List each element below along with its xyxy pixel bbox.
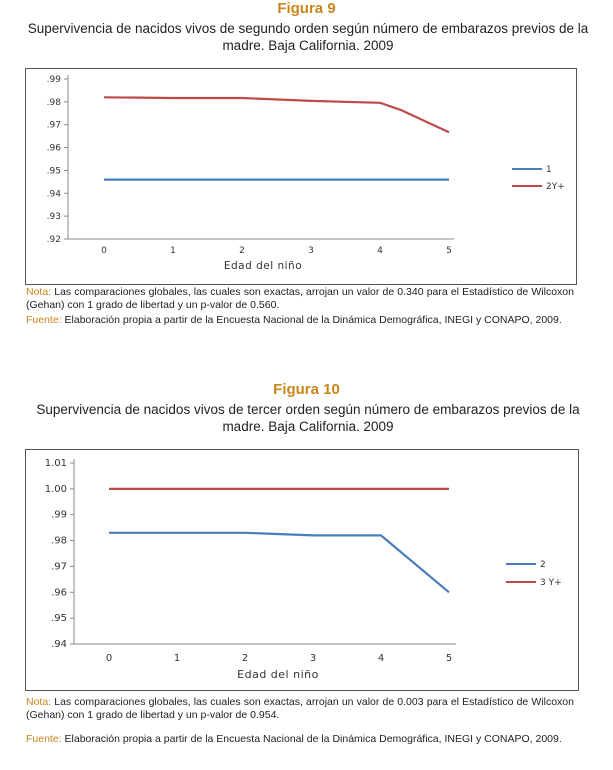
fig9-y-tick-label: .96 [46,143,61,154]
fig9-x-tick-label: 0 [101,246,107,256]
fig9-x-tick-label: 1 [170,246,176,256]
figure-10-source [26,733,574,746]
figure-9-title: Supervivencia de nacidos vivos de segundo orden según número de embarazos previos de la madre. Baja California. 2009 [27,21,589,53]
fig9-series-line-2 [104,97,449,132]
figure-10-note [26,696,574,722]
figure-9-chart [25,68,577,285]
figure-9-note [26,286,574,312]
figure-10-note-label: Nota: [26,696,52,708]
figure-10-note-text: Las comparaciones globales, las cuales son exactas, arrojan un valor de 0.003 para el Estadístico de Wilcoxon (Gehan) con 1 grado de libertad y un p-valor de 0.954. [26,696,574,721]
fig9-y-tick-label: .98 [46,97,61,108]
figure-10-label: Figura 10 [273,381,340,398]
figure-9-label: Figura 9 [277,0,336,17]
figure-9-chart-svg [26,69,576,284]
fig10-y-tick-label: .97 [51,561,67,573]
fig10-x-tick-label: 5 [445,653,453,664]
figure-10-source-label: Fuente: [26,733,62,745]
fig10-x-tick-label: 0 [105,653,113,664]
fig9-x-axis-label: Edad del niño [223,260,303,272]
fig9-x-tick-label: 4 [377,246,383,256]
figure-9-source [26,314,574,327]
fig10-y-tick-label: .95 [51,613,67,625]
fig9-legend-label-1: 1 [546,165,552,175]
fig10-series-line-1 [109,533,449,593]
fig9-y-tick-label: .94 [46,189,61,200]
fig9-y-tick-label: .93 [46,212,61,223]
fig10-y-tick-label: .94 [51,639,67,650]
figure-9-source-label: Fuente: [26,314,62,326]
fig9-x-tick-label: 5 [446,246,452,256]
figure-10-source-text: Elaboración propia a partir de la Encuesta Nacional de la Dinámica Demográfica, INEGI y CONAPO, 2009. [61,733,562,745]
figure-9-note-label: Nota: [26,286,52,298]
fig10-y-tick-label: 1.01 [44,458,67,469]
figure-10-title: Supervivencia de nacidos vivos de tercer orden según número de embarazos previos de la madre. Baja California. 2009 [36,402,580,434]
fig10-x-tick-label: 3 [309,653,317,664]
fig9-x-tick-label: 2 [239,246,245,256]
fig9-y-tick-label: .97 [46,120,61,131]
figure-9-note-text: Las comparaciones globales, las cuales son exactas, arrojan un valor de 0.340 para el Estadístico de Wilcoxon (Gehan) con 1 grado de libertad y un p-valor de 0.560. [26,286,574,311]
fig10-y-tick-label: .99 [51,509,67,521]
fig10-y-tick-label: .96 [51,587,67,599]
fig9-y-tick-label: .92 [46,235,61,245]
fig9-x-tick-label: 3 [308,246,314,256]
fig9-legend-label-2: 2Y+ [546,182,565,192]
figure-10-chart-svg [26,450,578,690]
fig9-y-tick-label: .99 [46,75,61,85]
fig9-y-tick-label: .95 [46,166,61,177]
fig10-x-tick-label: 1 [173,653,181,664]
fig10-x-tick-label: 4 [377,653,385,664]
fig10-legend-label-2: 3 Y+ [540,578,562,588]
fig10-x-tick-label: 2 [241,653,249,664]
fig10-y-tick-label: 1.00 [44,483,67,495]
fig10-x-axis-label: Edad del niño [237,668,319,681]
figure-10-chart [25,449,579,691]
fig10-y-tick-label: .98 [51,535,67,547]
fig10-legend-label-1: 2 [540,560,546,570]
figure-9-source-text: Elaboración propia a partir de la Encuesta Nacional de la Dinámica Demográfica, INEGI y CONAPO, 2009. [61,314,562,326]
